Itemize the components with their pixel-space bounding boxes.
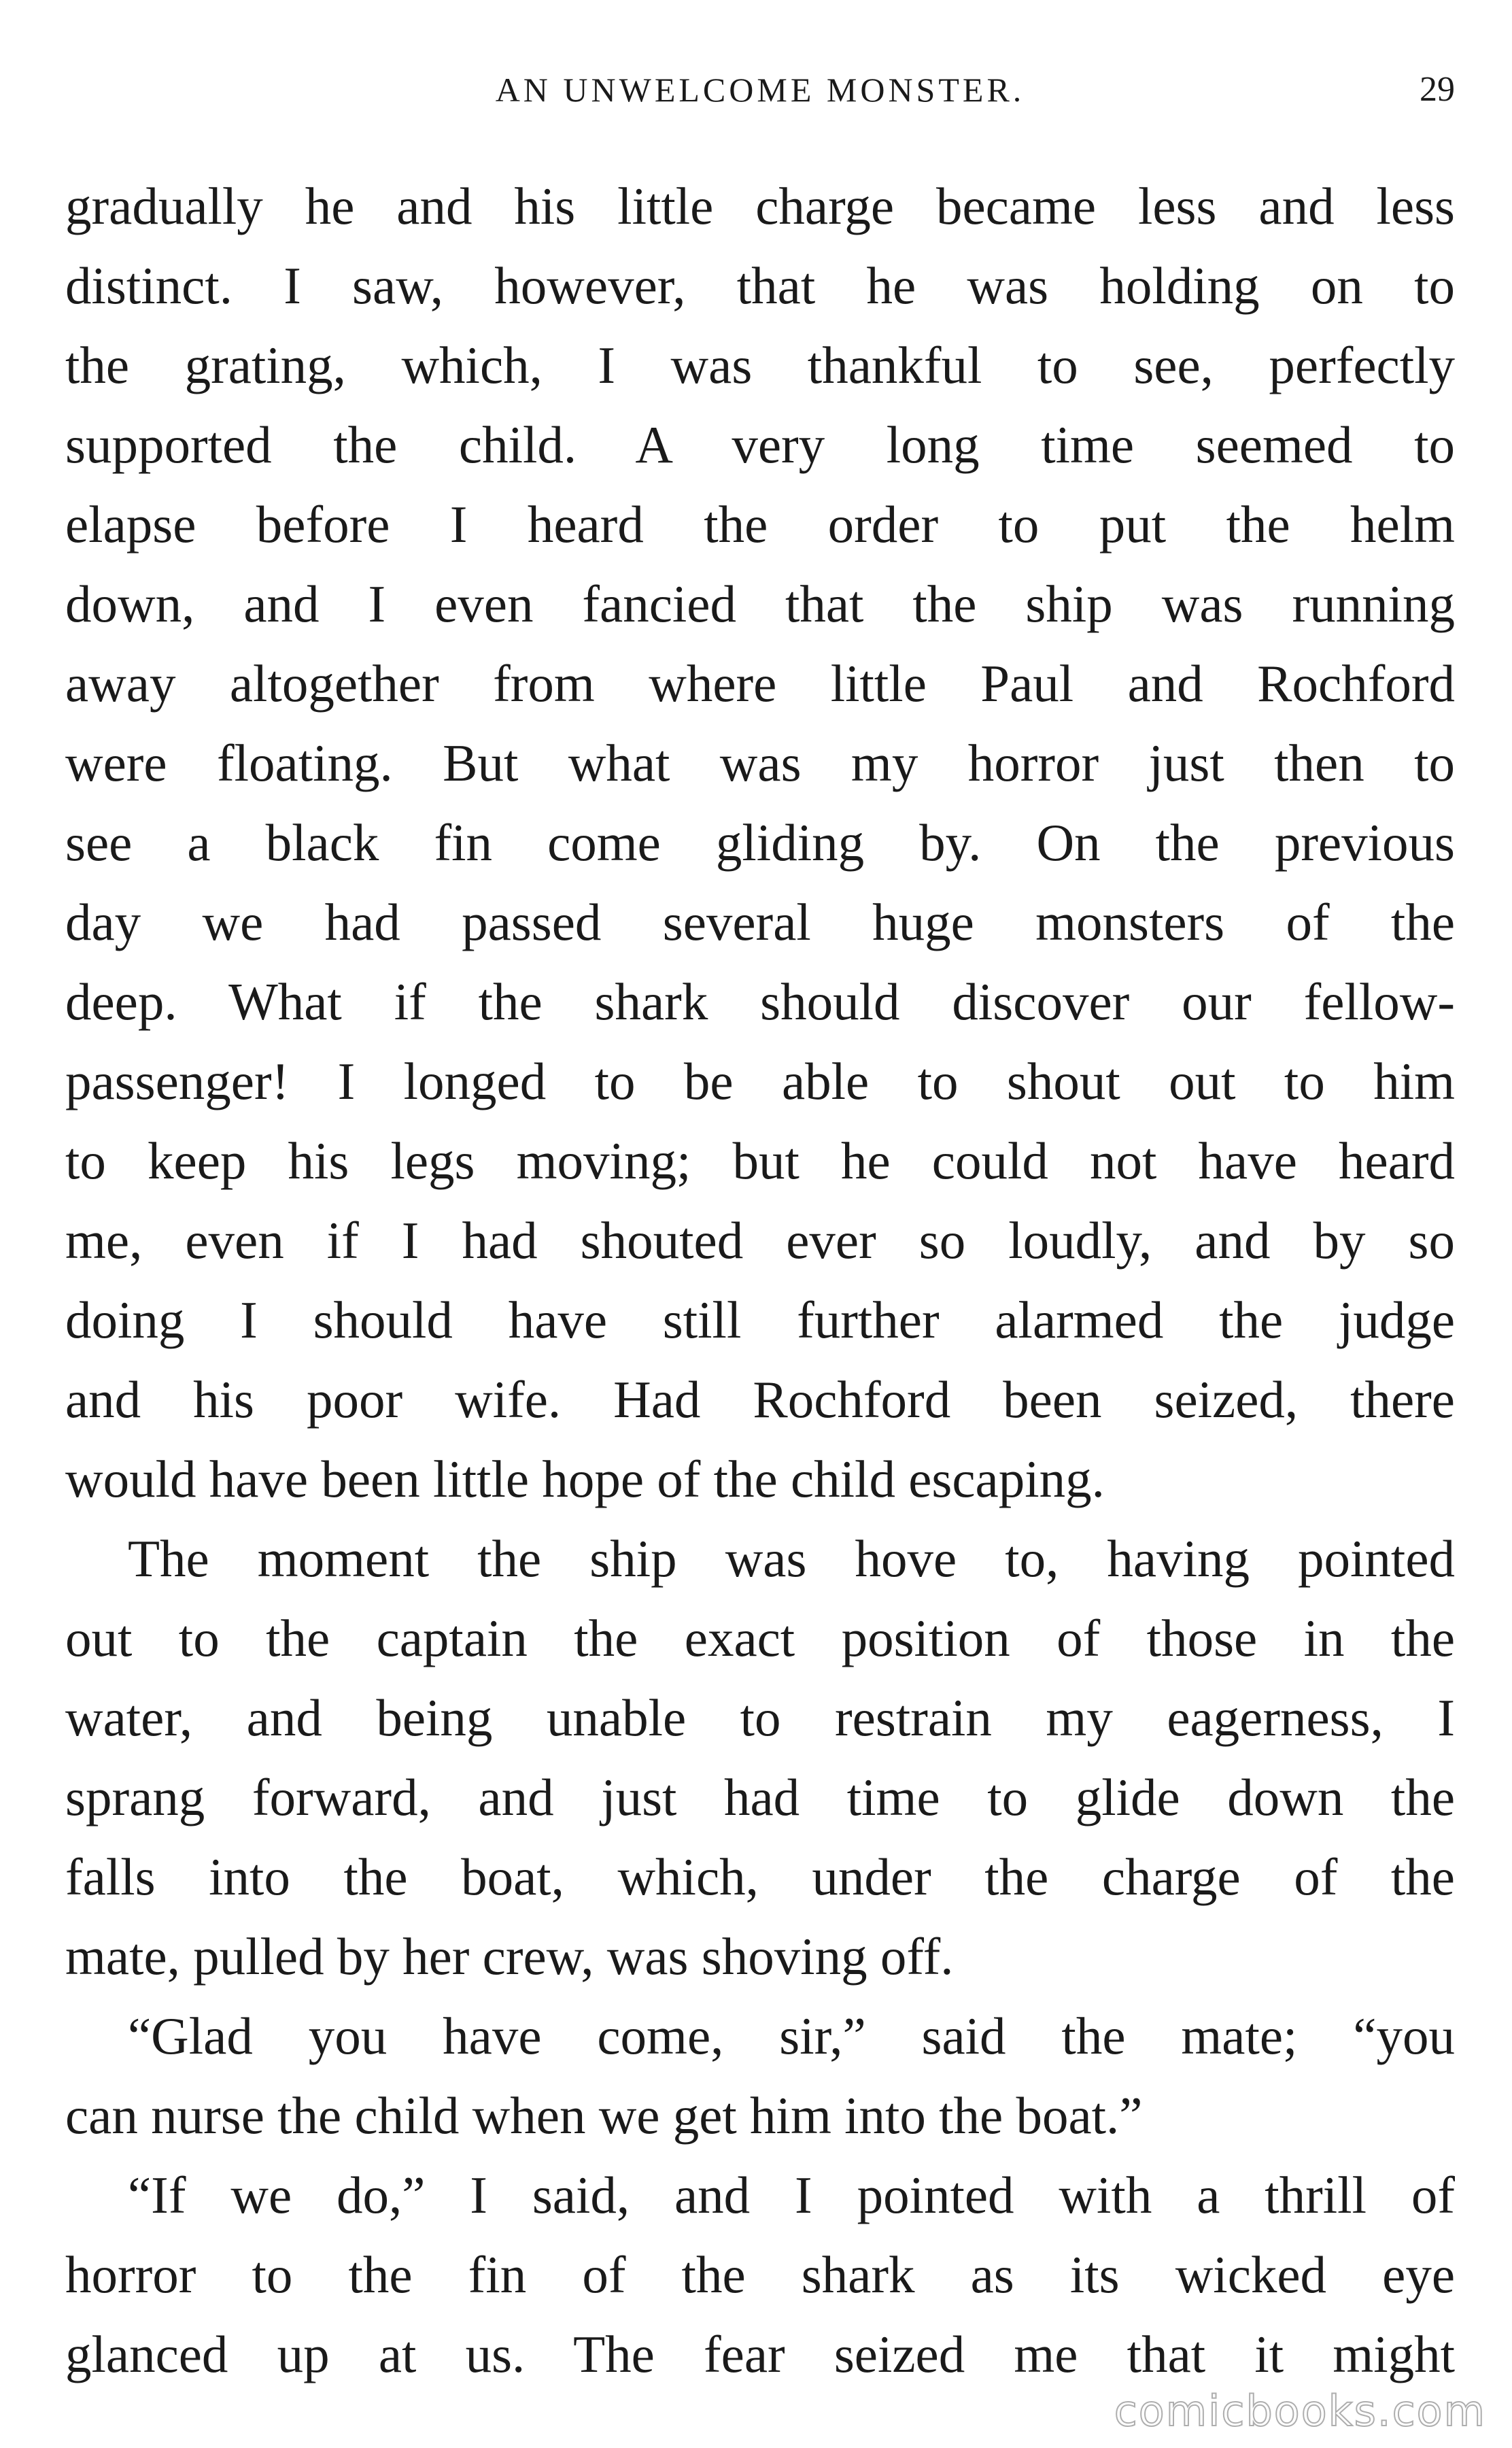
text-line: “If we do,” I said, and I pointed with a thrill of bbox=[128, 2166, 1455, 2224]
text-line: mate, pulled by her crew, was shoving off. bbox=[65, 1927, 954, 1986]
text-line: can nurse the child when we get him into the boat.” bbox=[65, 2086, 1143, 2145]
text-line: the grating, which, I was thankful to see, perfectly bbox=[65, 336, 1455, 394]
text-line: down, and I even fancied that the ship was running bbox=[65, 575, 1455, 633]
text-line: away altogether from where little Paul and Rochford bbox=[65, 654, 1455, 713]
text-line: to keep his legs moving; but he could not have heard bbox=[65, 1132, 1455, 1190]
text-line: me, even if I had shouted ever so loudly, and by so bbox=[65, 1211, 1455, 1270]
text-line: day we had passed several huge monsters of the bbox=[65, 893, 1455, 951]
text-line: would have been little hope of the child escaping. bbox=[65, 1450, 1105, 1508]
text-line: doing I should have still further alarmed the judge bbox=[65, 1291, 1455, 1349]
text-line: glanced up at us. The fear seized me that it might bbox=[65, 2325, 1455, 2383]
text-line: distinct. I saw, however, that he was holding on to bbox=[65, 256, 1455, 315]
page-header bbox=[65, 63, 1455, 117]
text-line: were floating. But what was my horror just then to bbox=[65, 734, 1455, 792]
text-line: see a black fin come gliding by. On the previous bbox=[65, 813, 1455, 872]
text-line: and his poor wife. Had Rochford been seized, there bbox=[65, 1370, 1455, 1429]
body-text bbox=[65, 167, 1455, 2394]
text-line: gradually he and his little charge became less and less bbox=[65, 177, 1455, 235]
text-line: supported the child. A very long time seemed to bbox=[65, 415, 1455, 474]
watermark: comicbooks.com bbox=[1114, 2386, 1486, 2436]
text-line: deep. What if the shark should discover our fellow- bbox=[65, 972, 1455, 1031]
text-line: elapse before I heard the order to put the helm bbox=[65, 495, 1455, 554]
running-head: AN UNWELCOME MONSTER. bbox=[495, 71, 1025, 109]
page-number: 29 bbox=[1420, 70, 1455, 109]
text-line: sprang forward, and just had time to glide down the bbox=[65, 1768, 1455, 1826]
text-line: water, and being unable to restrain my eagerness, I bbox=[65, 1688, 1455, 1747]
text-line: passenger! I longed to be able to shout out to him bbox=[65, 1052, 1455, 1110]
text-line: “Glad you have come, sir,” said the mate; “you bbox=[128, 2007, 1455, 2065]
text-line: out to the captain the exact position of those in the bbox=[65, 1609, 1455, 1667]
text-line: horror to the fin of the shark as its wicked eye bbox=[65, 2245, 1455, 2304]
text-line: falls into the boat, which, under the charge of the bbox=[65, 1848, 1455, 1906]
text-line: The moment the ship was hove to, having pointed bbox=[128, 1529, 1455, 1588]
